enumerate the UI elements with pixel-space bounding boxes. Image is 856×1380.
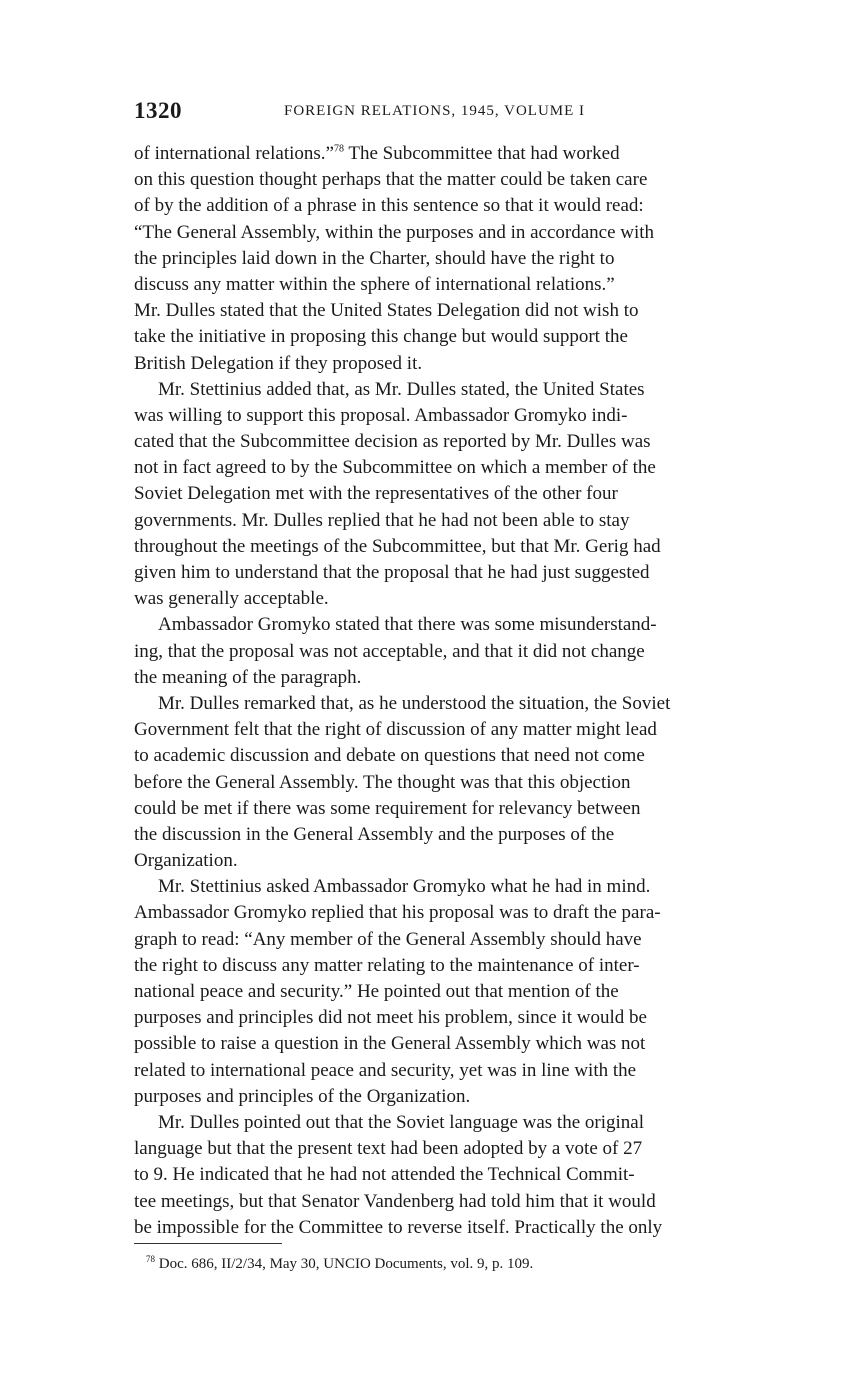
text-line: Mr. Stettinius asked Ambassador Gromyko what he had in mind. [158, 876, 651, 898]
text-line: the right to discuss any matter relating to the maintenance of inter- [134, 954, 640, 976]
text-line: not in fact agreed to by the Subcommittee on which a member of the [134, 457, 656, 479]
text-line: Organization. [134, 850, 238, 872]
text-line: could be met if there was some requirement for relevancy between [134, 797, 641, 819]
text-line: the meaning of the paragraph. [134, 666, 362, 688]
text-line: governments. Mr. Dulles replied that he had not been able to stay [134, 509, 630, 531]
text-line: be impossible for the Committee to reverse itself. Practically the only [134, 1216, 663, 1238]
text-line: purposes and principles did not meet his problem, since it would be [134, 1007, 647, 1029]
text-line: discuss any matter within the sphere of international relations.” [134, 273, 615, 295]
footnote [146, 1249, 533, 1274]
text-line: of by the addition of a phrase in this sentence so that it would read: [134, 195, 644, 217]
running-head: FOREIGN RELATIONS, 1945, VOLUME I [284, 103, 586, 119]
text-line: was willing to support this proposal. Ambassador Gromyko indi- [134, 404, 628, 426]
text-line: given him to understand that the proposal that he had just suggested [134, 562, 650, 583]
text-line: Mr. Dulles stated that the United States Delegation did not wish to [134, 300, 639, 322]
text-line: take the initiative in proposing this change but would support the [134, 326, 628, 348]
text-line: was generally acceptable. [134, 588, 329, 610]
footnote-ref: 78 [333, 143, 344, 155]
footnote-number: 78 [146, 1254, 155, 1264]
footnote-text: Doc. 686, II/2/34, May 30, UNCIO Documents, vol. 9, p. 109. [158, 1256, 534, 1272]
text-line: “The General Assembly, within the purposes and in accordance with [134, 221, 655, 243]
text-line: Ambassador Gromyko replied that his proposal was to draft the para- [134, 902, 661, 924]
text-line: cated that the Subcommittee decision as reported by Mr. Dulles was [134, 431, 651, 453]
text-line: on this question thought perhaps that the matter could be taken care [134, 169, 648, 191]
text-line: Ambassador Gromyko stated that there was some misunderstand- [158, 614, 657, 636]
text-line: Mr. Dulles remarked that, as he understood the situation, the Soviet [158, 692, 671, 714]
text-line: the discussion in the General Assembly and the purposes of the [134, 823, 615, 845]
page-number: 1320 [134, 98, 182, 123]
text-line: to 9. He indicated that he had not attended the Technical Commit- [134, 1164, 635, 1186]
text-line: to academic discussion and debate on questions that need not come [134, 745, 645, 767]
text-line: ing, that the proposal was not acceptable, and that it did not change [134, 640, 645, 662]
text-line: of international relations.”$^{78}$ The Subcommittee that had worked [134, 143, 620, 164]
text-line: purposes and principles of the Organization. [134, 1085, 471, 1107]
text-line: throughout the meetings of the Subcommittee, but that Mr. Gerig had [134, 535, 661, 557]
text-line: Government felt that the right of discussion of any matter might lead [134, 719, 657, 741]
text-line: related to international peace and security, yet was in line with the [134, 1059, 637, 1081]
text-line: tee meetings, but that Senator Vandenberg had told him that it would [134, 1190, 656, 1212]
text-line: Soviet Delegation met with the representatives of the other four [134, 483, 618, 505]
text-line: Mr. Dulles pointed out that the Soviet language was the original [158, 1111, 644, 1133]
text-line: the principles laid down in the Charter, should have the right to [134, 247, 615, 269]
text-line: national peace and security.” He pointed out that mention of the [134, 981, 619, 1002]
text-line: British Delegation if they proposed it. [134, 352, 423, 374]
text-line: language but that the present text had been adopted by a vote of 27 [134, 1138, 643, 1160]
text-line: possible to raise a question in the General Assembly which was not [134, 1033, 646, 1055]
body-text [134, 141, 810, 1241]
text-line: before the General Assembly. The thought was that this objection [134, 771, 631, 793]
text-line: graph to read: “Any member of the General Assembly should have [134, 928, 642, 950]
page-header [134, 98, 810, 130]
text-line: Mr. Stettinius added that, as Mr. Dulles stated, the United States [158, 378, 645, 400]
footnote-rule [134, 1243, 282, 1244]
